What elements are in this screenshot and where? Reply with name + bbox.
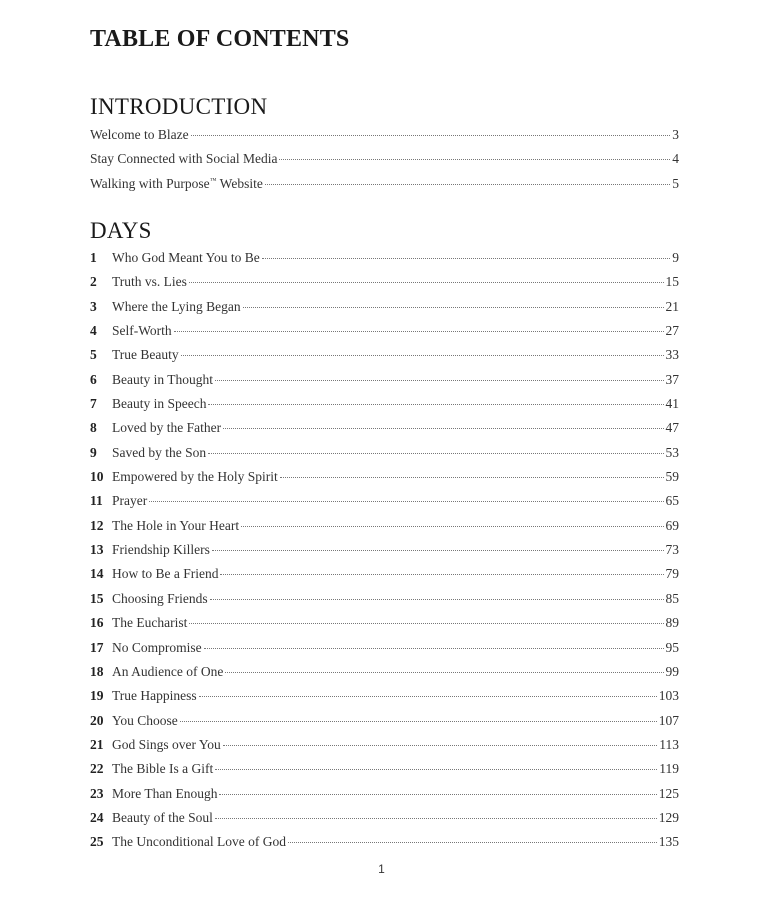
- toc-entry-title: More Than Enough: [112, 785, 218, 801]
- toc-entry-title: [90, 127, 189, 143]
- toc-entry-page: 135: [658, 834, 679, 850]
- toc-entry-page: 15: [665, 274, 679, 290]
- toc-entry[interactable]: [90, 834, 679, 858]
- toc-entry-title: [90, 151, 277, 167]
- toc-entry[interactable]: [90, 737, 679, 761]
- toc-entry[interactable]: [90, 761, 679, 785]
- toc-entry-page: 37: [665, 371, 679, 387]
- toc-entry-number: 7: [90, 396, 97, 412]
- toc-entry-page: 21: [665, 298, 679, 314]
- dot-leader: [189, 623, 663, 624]
- toc-entry[interactable]: [90, 347, 679, 371]
- section-heading-introduction: INTRODUCTION: [90, 94, 268, 119]
- trademark-symbol: ™: [209, 176, 217, 185]
- toc-entry-title-text: Welcome to Blaze: [90, 127, 189, 142]
- toc-entry-number: 3: [90, 298, 97, 314]
- toc-entry-number: 25: [90, 834, 104, 850]
- toc-entry[interactable]: [90, 591, 679, 615]
- toc-entry-number: 1: [90, 250, 97, 265]
- toc-entry-number: 23: [90, 785, 104, 801]
- page-title: TABLE OF CONTENTS: [90, 26, 350, 52]
- toc-entry-title: Loved by the Father: [112, 420, 222, 436]
- toc-entry[interactable]: [90, 542, 679, 566]
- toc-entry-title: An Audience of One: [112, 663, 224, 679]
- toc-entry[interactable]: [90, 445, 679, 469]
- toc-entry-page: 107: [658, 712, 679, 728]
- dot-leader: [189, 282, 664, 283]
- toc-entry-page: 103: [658, 688, 679, 704]
- toc-entry[interactable]: [90, 299, 679, 323]
- toc-entry-title: The Hole in Your Heart: [112, 517, 240, 533]
- toc-entry[interactable]: [90, 323, 679, 347]
- toc-entry[interactable]: [90, 420, 679, 444]
- toc-entry-page: 65: [665, 493, 679, 509]
- toc-entry-number: 9: [90, 444, 97, 460]
- toc-entry[interactable]: [90, 372, 679, 396]
- toc-entry-title-suffix: Website: [216, 175, 263, 191]
- toc-entry-title: [90, 176, 263, 192]
- toc-entry-title: Friendship Killers: [112, 542, 210, 558]
- toc-entry-page: 41: [665, 396, 679, 412]
- toc-entry-number: 20: [90, 712, 104, 728]
- toc-entry-title: True Happiness: [112, 688, 197, 704]
- toc-entry[interactable]: [90, 566, 679, 590]
- toc-entry-title: The Bible Is a Gift: [112, 761, 214, 777]
- toc-entry-title: True Beauty: [112, 347, 179, 363]
- toc-entry-number: 12: [90, 517, 104, 533]
- toc-entry-title: God Sings over You: [112, 736, 221, 752]
- toc-entry-number: 2: [90, 274, 97, 290]
- dot-leader: [262, 258, 671, 259]
- toc-entry-title: Who God Meant You to Be: [112, 250, 260, 265]
- toc-entry-title: Prayer: [112, 493, 148, 509]
- toc-entry[interactable]: [90, 493, 679, 517]
- toc-entry-number: 8: [90, 420, 97, 436]
- dot-leader: [219, 794, 656, 795]
- dot-leader: [223, 745, 657, 746]
- toc-entry-page: 59: [665, 469, 679, 485]
- toc-entry-title-text: Stay Connected with Social Media: [90, 151, 278, 167]
- toc-entry-title: No Compromise: [112, 639, 202, 655]
- toc-entry-page: 5: [672, 175, 679, 191]
- toc-entry-page: 9: [672, 250, 679, 265]
- toc-entry-number: 10: [90, 469, 104, 485]
- dot-leader: [199, 696, 657, 697]
- toc-entry-page: 4: [672, 151, 679, 167]
- toc-entry-page: 33: [665, 347, 679, 363]
- dot-leader: [215, 818, 657, 819]
- toc-entry-number: 16: [90, 615, 104, 631]
- toc-entry-number: 14: [90, 566, 104, 582]
- toc-entry-title: Empowered by the Holy Spirit: [112, 469, 278, 485]
- section-heading-days: DAYS: [90, 218, 152, 243]
- dot-leader: [223, 428, 663, 429]
- toc-entry-page: 89: [665, 615, 679, 631]
- toc-entry-number: 6: [90, 371, 97, 387]
- toc-entry-page: 129: [658, 809, 679, 825]
- toc-entry-page: 53: [665, 444, 679, 460]
- days-list: [90, 250, 679, 859]
- dot-leader: [174, 331, 664, 332]
- toc-entry[interactable]: [90, 810, 679, 834]
- toc-entry[interactable]: [90, 688, 679, 712]
- dot-leader: [215, 380, 664, 381]
- toc-entry-title: Beauty of the Soul: [112, 809, 213, 825]
- toc-entry-title: Where the Lying Began: [112, 298, 241, 314]
- toc-entry-number: 21: [90, 736, 104, 752]
- dot-leader: [243, 307, 664, 308]
- dot-leader: [265, 184, 670, 185]
- toc-entry[interactable]: [90, 250, 679, 274]
- toc-entry-title: Self-Worth: [112, 323, 172, 339]
- toc-entry[interactable]: [90, 713, 679, 737]
- toc-entry-number: 19: [90, 688, 104, 704]
- toc-entry[interactable]: [90, 127, 679, 151]
- toc-entry-page: 69: [665, 517, 679, 533]
- toc-entry-page: 3: [672, 127, 679, 142]
- toc-entry[interactable]: [90, 396, 679, 420]
- dot-leader: [241, 526, 663, 527]
- toc-entry-page: 79: [665, 566, 679, 582]
- page-number: 1: [378, 862, 385, 876]
- toc-entry-title: Saved by the Son: [112, 444, 207, 460]
- toc-entry[interactable]: [90, 274, 679, 298]
- toc-entry-number: 5: [90, 347, 97, 363]
- toc-entry-page: 125: [658, 785, 679, 801]
- dot-leader: [181, 355, 664, 356]
- toc-entry-number: 4: [90, 323, 97, 339]
- toc-entry-title: The Eucharist: [112, 615, 188, 631]
- toc-entry-number: 11: [90, 493, 103, 509]
- toc-entry-page: 99: [665, 663, 679, 679]
- toc-entry[interactable]: [90, 469, 679, 493]
- toc-entry-title: You Choose: [112, 712, 178, 728]
- toc-entry-title: Truth vs. Lies: [112, 274, 187, 290]
- toc-entry-title-text: Walking with Purpose: [90, 175, 210, 191]
- dot-leader: [149, 501, 663, 502]
- toc-entry-page: 47: [665, 420, 679, 436]
- dot-leader: [280, 477, 664, 478]
- toc-entry-page: 27: [665, 323, 679, 339]
- toc-entry[interactable]: [90, 151, 679, 175]
- toc-entry-title: How to Be a Friend: [112, 566, 219, 582]
- toc-entry-number: 24: [90, 809, 104, 825]
- dot-leader: [279, 159, 670, 160]
- toc-entry-number: 13: [90, 542, 104, 558]
- dot-leader: [288, 842, 657, 843]
- toc-entry-page: 113: [659, 736, 679, 752]
- dot-leader: [208, 453, 663, 454]
- dot-leader: [212, 550, 664, 551]
- toc-entry[interactable]: [90, 664, 679, 688]
- toc-entry-title: Beauty in Thought: [112, 371, 213, 387]
- dot-leader: [191, 135, 671, 136]
- toc-entry-page: 73: [665, 542, 679, 558]
- toc-entry[interactable]: [90, 786, 679, 810]
- dot-leader: [220, 574, 663, 575]
- dot-leader: [225, 672, 663, 673]
- toc-entry-page: 119: [659, 761, 679, 777]
- introduction-list: [90, 127, 679, 200]
- toc-entry[interactable]: [90, 176, 679, 200]
- dot-leader: [215, 769, 657, 770]
- toc-entry-page: 95: [665, 639, 679, 655]
- dot-leader: [208, 404, 663, 405]
- toc-entry-number: 15: [90, 590, 104, 606]
- toc-entry-title: The Unconditional Love of God: [112, 834, 286, 850]
- dot-leader: [210, 599, 664, 600]
- dot-leader: [204, 648, 664, 649]
- toc-entry-number: 18: [90, 663, 104, 679]
- toc-entry[interactable]: [90, 640, 679, 664]
- toc-entry-title: Beauty in Speech: [112, 396, 207, 412]
- toc-entry-number: 17: [90, 639, 104, 655]
- toc-entry-title: Choosing Friends: [112, 590, 208, 606]
- dot-leader: [180, 721, 657, 722]
- toc-entry[interactable]: [90, 518, 679, 542]
- toc-entry[interactable]: [90, 615, 679, 639]
- toc-entry-number: 22: [90, 761, 104, 777]
- toc-entry-page: 85: [665, 590, 679, 606]
